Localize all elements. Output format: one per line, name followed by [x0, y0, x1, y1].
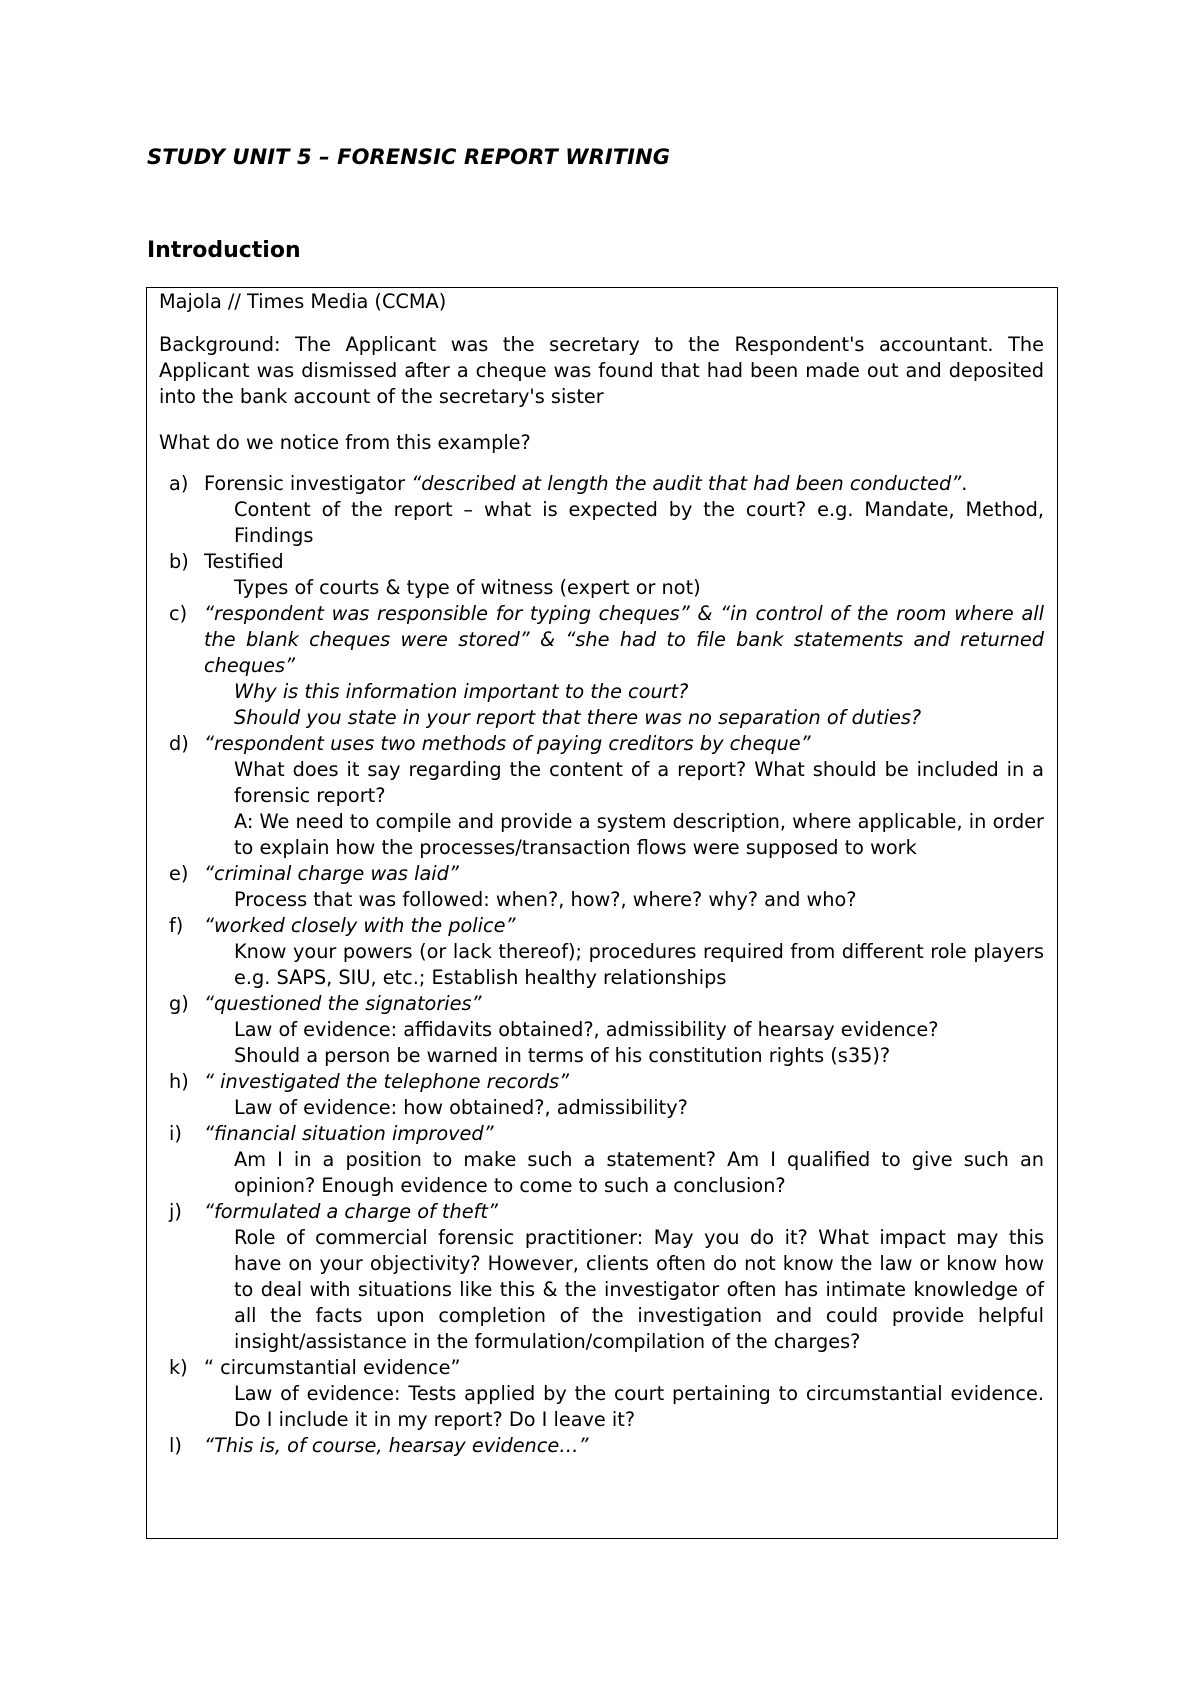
item-note: Am I in a position to make such a statement? Am I qualified to give such an opinion? Enough evidence to come to such a conclusion? — [234, 1148, 1044, 1197]
item-note: Content of the report – what is expected by the court? e.g. Mandate, Method, Findings — [234, 498, 1044, 547]
item-note: Process that was followed: when?, how?, where? why? and who? — [234, 888, 857, 911]
item-letter: g) — [169, 992, 189, 1015]
item-lead-text: Testified — [204, 550, 284, 573]
item-note: Role of commercial forensic practitioner: May you do it? What impact may this have on your objectivity? However, clients often do not know the law or know how to deal with situations like this & the investigator often has intimate knowledge of all the facts upon completion of the investigation and could provide helpful insight/assistance in the formulation/compilation of the charges? — [234, 1226, 1044, 1353]
item-letter: d) — [169, 732, 189, 755]
list-item — [159, 1069, 1044, 1121]
item-note: Should a person be warned in terms of his constitution rights (s35)? — [234, 1044, 891, 1067]
item-heading — [204, 1121, 1044, 1147]
item-lead-text: “ circumstantial evidence” — [204, 1356, 461, 1379]
item-quote-text: “described at length the audit that had been conducted” — [411, 472, 962, 495]
item-quote-text: “questioned the signatories” — [204, 992, 482, 1015]
item-letter: l) — [169, 1434, 182, 1457]
item-letter: b) — [169, 550, 189, 573]
item-heading — [204, 1069, 1044, 1095]
list-item — [159, 991, 1044, 1069]
list-item — [159, 471, 1044, 549]
item-letter: k) — [169, 1356, 188, 1379]
item-letter: j) — [169, 1200, 182, 1223]
item-note: Law of evidence: Tests applied by the court pertaining to circumstantial evidence. Do I include it in my report? Do I leave it? — [234, 1382, 1044, 1431]
case-question: What do we notice from this example? — [159, 431, 531, 454]
case-background: Background: The Applicant was the secretary to the Respondent's accountant. The Applicant was dismissed after a cheque was found that had been made out and deposited into the bank account of the secretary's sister — [159, 333, 1044, 408]
item-quote-text: “financial situation improved” — [204, 1122, 494, 1145]
item-letter: a) — [169, 472, 189, 495]
item-note: Know your powers (or lack thereof); procedures required from different role players e.g. SAPS, SIU, etc.; Establish healthy relationships — [234, 940, 1044, 989]
item-quote-text: “respondent uses two methods of paying creditors by cheque” — [204, 732, 811, 755]
item-note: Types of courts & type of witness (expert or not) — [234, 576, 701, 599]
observation-list — [159, 471, 1044, 1459]
list-item — [159, 1433, 1044, 1459]
list-item — [159, 1355, 1044, 1433]
item-note: Law of evidence: affidavits obtained?, admissibility of hearsay evidence? — [234, 1018, 939, 1041]
item-letter: c) — [169, 602, 188, 625]
item-letter: f) — [169, 914, 184, 937]
list-item — [159, 861, 1044, 913]
item-tail-text: . — [961, 472, 968, 495]
case-name: Majola // Times Media (CCMA) — [159, 290, 447, 313]
item-heading — [204, 471, 1044, 497]
item-quote-text: “respondent was responsible for typing cheques” & “in control of the room where all the blank cheques were stored” & “she had to file bank statements and returned cheques” — [204, 602, 1044, 677]
item-letter: e) — [169, 862, 189, 885]
item-quote-text: “worked closely with the police” — [204, 914, 516, 937]
item-heading — [204, 549, 1044, 575]
item-heading — [204, 731, 1044, 757]
item-heading — [204, 1355, 1044, 1381]
case-study-box — [146, 287, 1058, 1539]
item-letter: i) — [169, 1122, 182, 1145]
item-quote-text: “ investigated the telephone records” — [204, 1070, 570, 1093]
section-heading: Introduction — [147, 238, 301, 263]
list-item — [159, 731, 1044, 861]
item-quote-text: “formulated a charge of theft” — [204, 1200, 498, 1223]
item-letter: h) — [169, 1070, 189, 1093]
list-item — [159, 601, 1044, 731]
list-item — [159, 1121, 1044, 1199]
page-title: STUDY UNIT 5 – FORENSIC REPORT WRITING — [147, 145, 671, 169]
item-note: Why is this information important to the court? — [234, 680, 689, 703]
item-note: Should you state in your report that there was no separation of duties? — [234, 706, 922, 729]
item-heading — [204, 1433, 1044, 1459]
list-item — [159, 1199, 1044, 1355]
item-note: What does it say regarding the content of a report? What should be included in a forensic report? — [234, 758, 1044, 807]
item-heading — [204, 913, 1044, 939]
item-heading — [204, 601, 1044, 679]
item-quote-text: “This is, of course, hearsay evidence…” — [204, 1434, 589, 1457]
item-note: A: We need to compile and provide a system description, where applicable, in order to explain how the processes/transaction flows were supposed to work — [234, 810, 1044, 859]
item-heading — [204, 991, 1044, 1017]
item-note: Law of evidence: how obtained?, admissibility? — [234, 1096, 688, 1119]
list-item — [159, 549, 1044, 601]
list-item — [159, 913, 1044, 991]
item-lead-text: Forensic investigator — [204, 472, 412, 495]
item-quote-text: “criminal charge was laid” — [204, 862, 459, 885]
item-heading — [204, 861, 1044, 887]
item-heading — [204, 1199, 1044, 1225]
